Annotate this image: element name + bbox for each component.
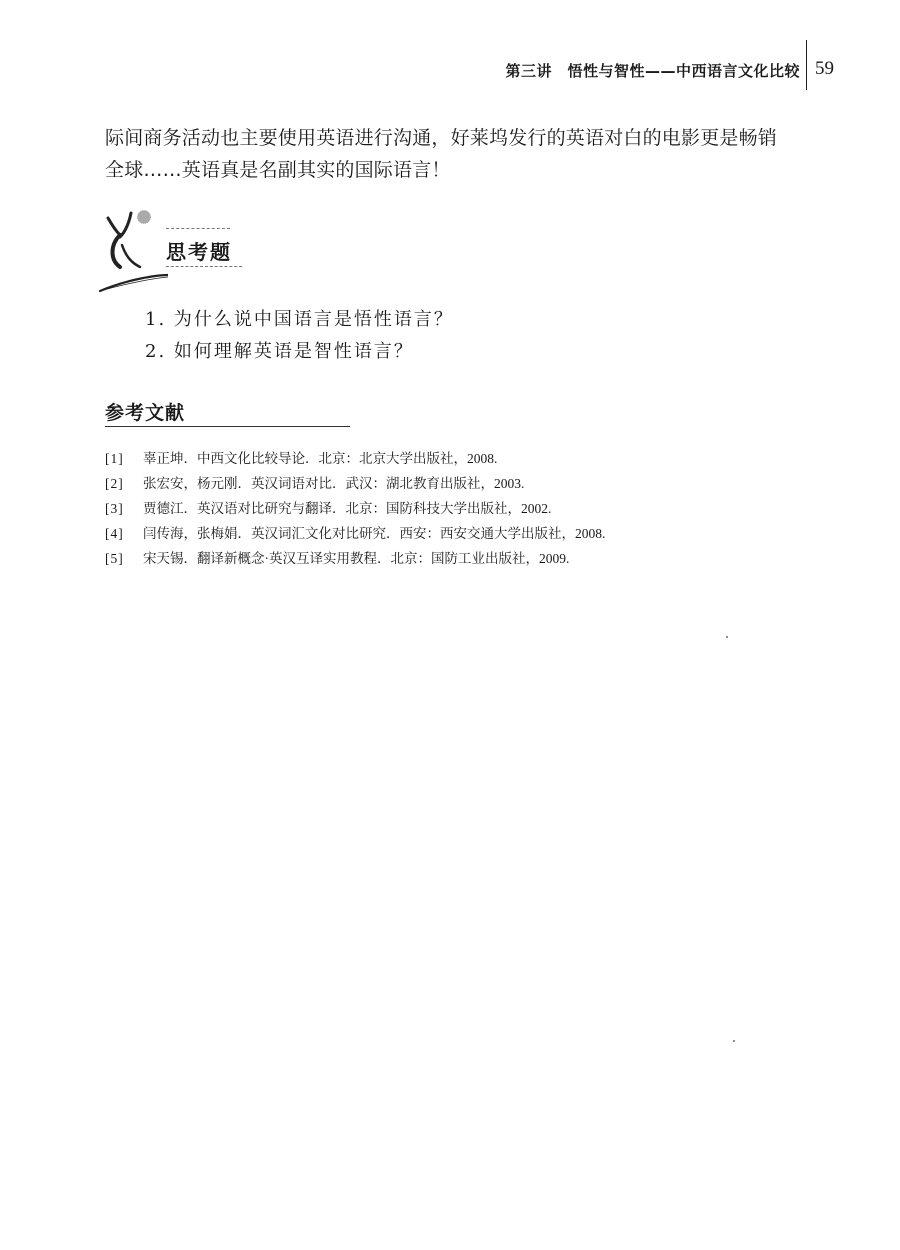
reference-list: [105, 446, 605, 571]
reference-number: [5]: [105, 551, 124, 566]
scan-speck: [733, 1040, 735, 1042]
references-title: 参考文献: [105, 402, 186, 424]
reference-number: [2]: [105, 476, 124, 491]
running-head: 第三讲 悟性与智性——中西语言文化比较: [505, 62, 800, 80]
reference-text: 闫传海，张梅娟．英汉词汇文化对比研究．西安：西安交通大学出版社，2008.: [143, 526, 606, 541]
reference-item: [105, 496, 605, 521]
paragraph-line: 全球……英语真是名副其实的国际语言！: [105, 159, 451, 181]
scan-speck: [726, 636, 728, 638]
reference-number: [3]: [105, 501, 124, 516]
exercise-title: 思考题: [166, 240, 232, 264]
reference-item: [105, 471, 605, 496]
question-item: 1. 为什么说中国语言是悟性语言？: [145, 309, 454, 330]
reference-text: 宋天锡．翻译新概念·英汉互译实用教程．北京：国防工业出版社，2009.: [143, 551, 570, 566]
reference-text: 贾德江．英汉语对比研究与翻译．北京：国防科技大学出版社，2002.: [143, 501, 552, 516]
header-divider: [806, 40, 807, 90]
title-dotted-rule: [166, 266, 242, 267]
reference-item: [105, 546, 605, 571]
title-dotted-rule: [166, 228, 230, 229]
reference-text: 张宏安，杨元刚．英汉词语对比．武汉：湖北教育出版社，2003.: [143, 476, 525, 491]
reference-number: [1]: [105, 451, 124, 466]
paragraph-line: 际间商务活动也主要使用英语进行沟通，好莱坞发行的英语对白的电影更是畅销: [105, 127, 778, 149]
leaping-figure-icon: [98, 205, 168, 295]
body-paragraph: [105, 122, 805, 186]
reference-text: 辜正坤．中西文化比较导论．北京：北京大学出版社，2008.: [143, 451, 498, 466]
reference-item: [105, 521, 605, 546]
question-item: 2. 如何理解英语是智性语言？: [145, 341, 414, 362]
reference-item: [105, 446, 605, 471]
page-number: 59: [815, 58, 834, 79]
question-list: [145, 304, 454, 368]
reference-number: [4]: [105, 526, 124, 541]
references-underline: [105, 426, 350, 427]
